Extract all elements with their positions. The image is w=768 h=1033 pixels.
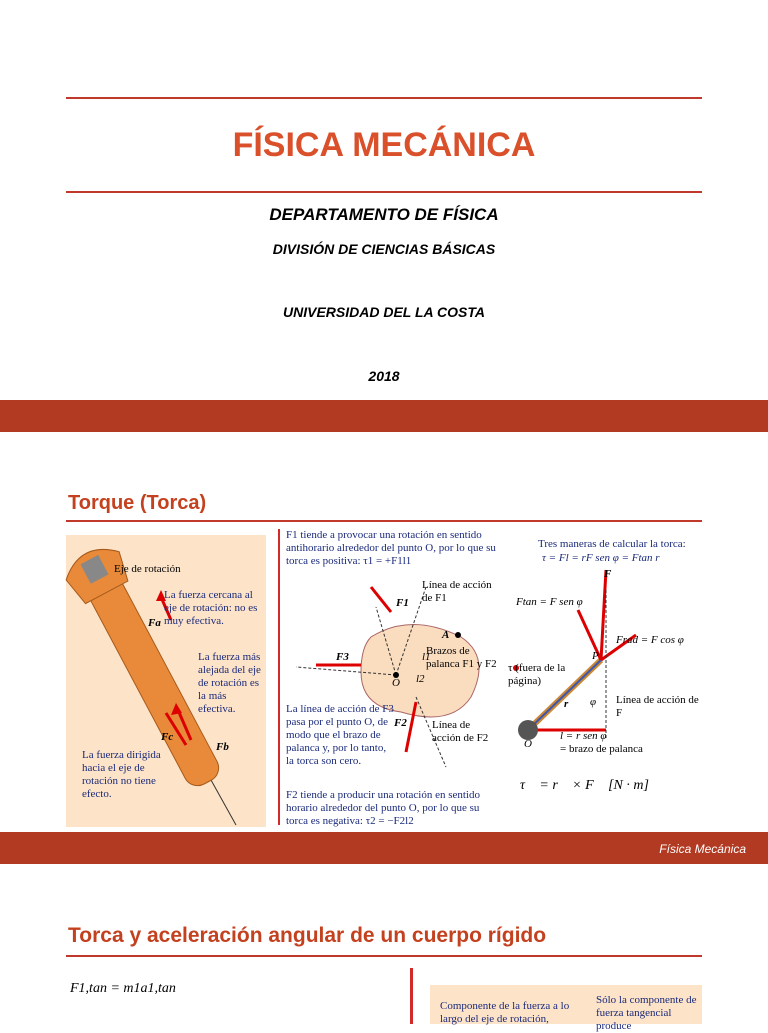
lever-arm-figure: [276, 527, 500, 827]
vector-torque-figure: [506, 530, 702, 760]
lever-arms-label: Brazos de palanca F1 y F2: [426, 645, 497, 670]
r-label: r: [564, 698, 569, 710]
f1-top-caption: F1 tiende a provocar una rotación en sentido antihorario alrededor del punto O, por lo que su torca es positiva: τ1 = +F1l1: [286, 529, 496, 567]
line-action-f1: Línea de acción de F1: [422, 579, 492, 604]
department-label: DEPARTAMENTO DE FÍSICA: [269, 205, 499, 224]
tangential-component-caption: Sólo la componente de fuerza tangencial produce: [596, 994, 697, 1032]
f1-label: F1: [396, 597, 409, 609]
lever-arm-label: = brazo de palanca: [560, 743, 643, 755]
torque-heading-rule: [66, 520, 702, 522]
f3-caption: La línea de acción de F3 pasa por el punto O, de modo que el brazo de palanca y, por lo tanto, la torca son cero.: [286, 703, 394, 767]
lever-formula: l = r sen φ: [560, 730, 607, 742]
point-a: A: [442, 629, 450, 641]
wrench-figure: [66, 535, 266, 827]
tau-note: τ (fuera de la página): [508, 662, 566, 687]
slide-divider-band: [0, 400, 768, 432]
blob-drawing: [276, 527, 500, 827]
fig3-title: Tres maneras de calcular la torca:: [538, 538, 686, 550]
cross-product-formula: τ⃗ = r⃗ × F⃗ [N · m]: [520, 778, 649, 793]
slide3-divider: [410, 968, 413, 1024]
rigid-body-heading-rule: [66, 955, 702, 957]
f3-label: F3: [336, 651, 349, 663]
ftan-label: Ftan = F sen φ: [516, 596, 583, 608]
p-label: P: [592, 650, 599, 662]
f2-bottom-caption: F2 tiende a producir una rotación en sentido horario alrededor del punto O, por lo que su torca es negativa: τ2 = −F2l2: [286, 789, 480, 827]
footer-band: [0, 832, 768, 864]
axis-component-caption: Componente de la fuerza a lo largo del eje de rotación,: [440, 1000, 570, 1025]
university-label: UNIVERSIDAD DEL LA COSTA: [283, 304, 485, 320]
f2-label: F2: [394, 717, 407, 729]
o-label: O: [392, 677, 400, 689]
title-top-rule: [66, 97, 702, 99]
footer-label: Física Mecánica: [659, 842, 746, 856]
near-force-caption: La fuerza cercana al eje de rotación: no es muy efectiva.: [164, 589, 258, 627]
fig3-line-action: Línea de acción de F: [616, 694, 699, 719]
torque-heading: Torque (Torca): [68, 492, 207, 514]
fc-label: Fc: [161, 731, 174, 743]
page-title: FÍSICA MECÁNICA: [232, 126, 536, 164]
fig3-f-label: F: [604, 568, 612, 580]
phi-label: φ: [590, 696, 597, 708]
division-label: DIVISIÓN DE CIENCIAS BÁSICAS: [272, 241, 496, 257]
line-action-f2: Línea de acción de F2: [432, 719, 489, 744]
fb-label: Fb: [216, 741, 229, 753]
fa-label: Fa: [148, 617, 161, 629]
l1-label: l1: [422, 651, 431, 663]
toward-axis-caption: La fuerza dirigida hacia el eje de rotación no tiene efecto.: [82, 749, 161, 800]
far-force-caption: La fuerza más alejada del eje de rotación es la más efectiva.: [198, 651, 261, 715]
fig3-o-label: O: [524, 738, 532, 750]
fig3-formula: τ = Fl = rF sen φ = Ftan r: [542, 552, 660, 564]
frad-label: Frad = F cos φ: [616, 634, 684, 646]
rigid-body-heading: Torca y aceleración angular de un cuerpo rígido: [68, 924, 547, 947]
tangential-equation: F1,tan = m1a1,tan: [70, 981, 176, 996]
l2-label: l2: [416, 673, 425, 685]
axis-label: Eje de rotación: [114, 563, 181, 575]
title-bottom-rule: [66, 191, 702, 193]
year-label: 2018: [368, 368, 400, 384]
